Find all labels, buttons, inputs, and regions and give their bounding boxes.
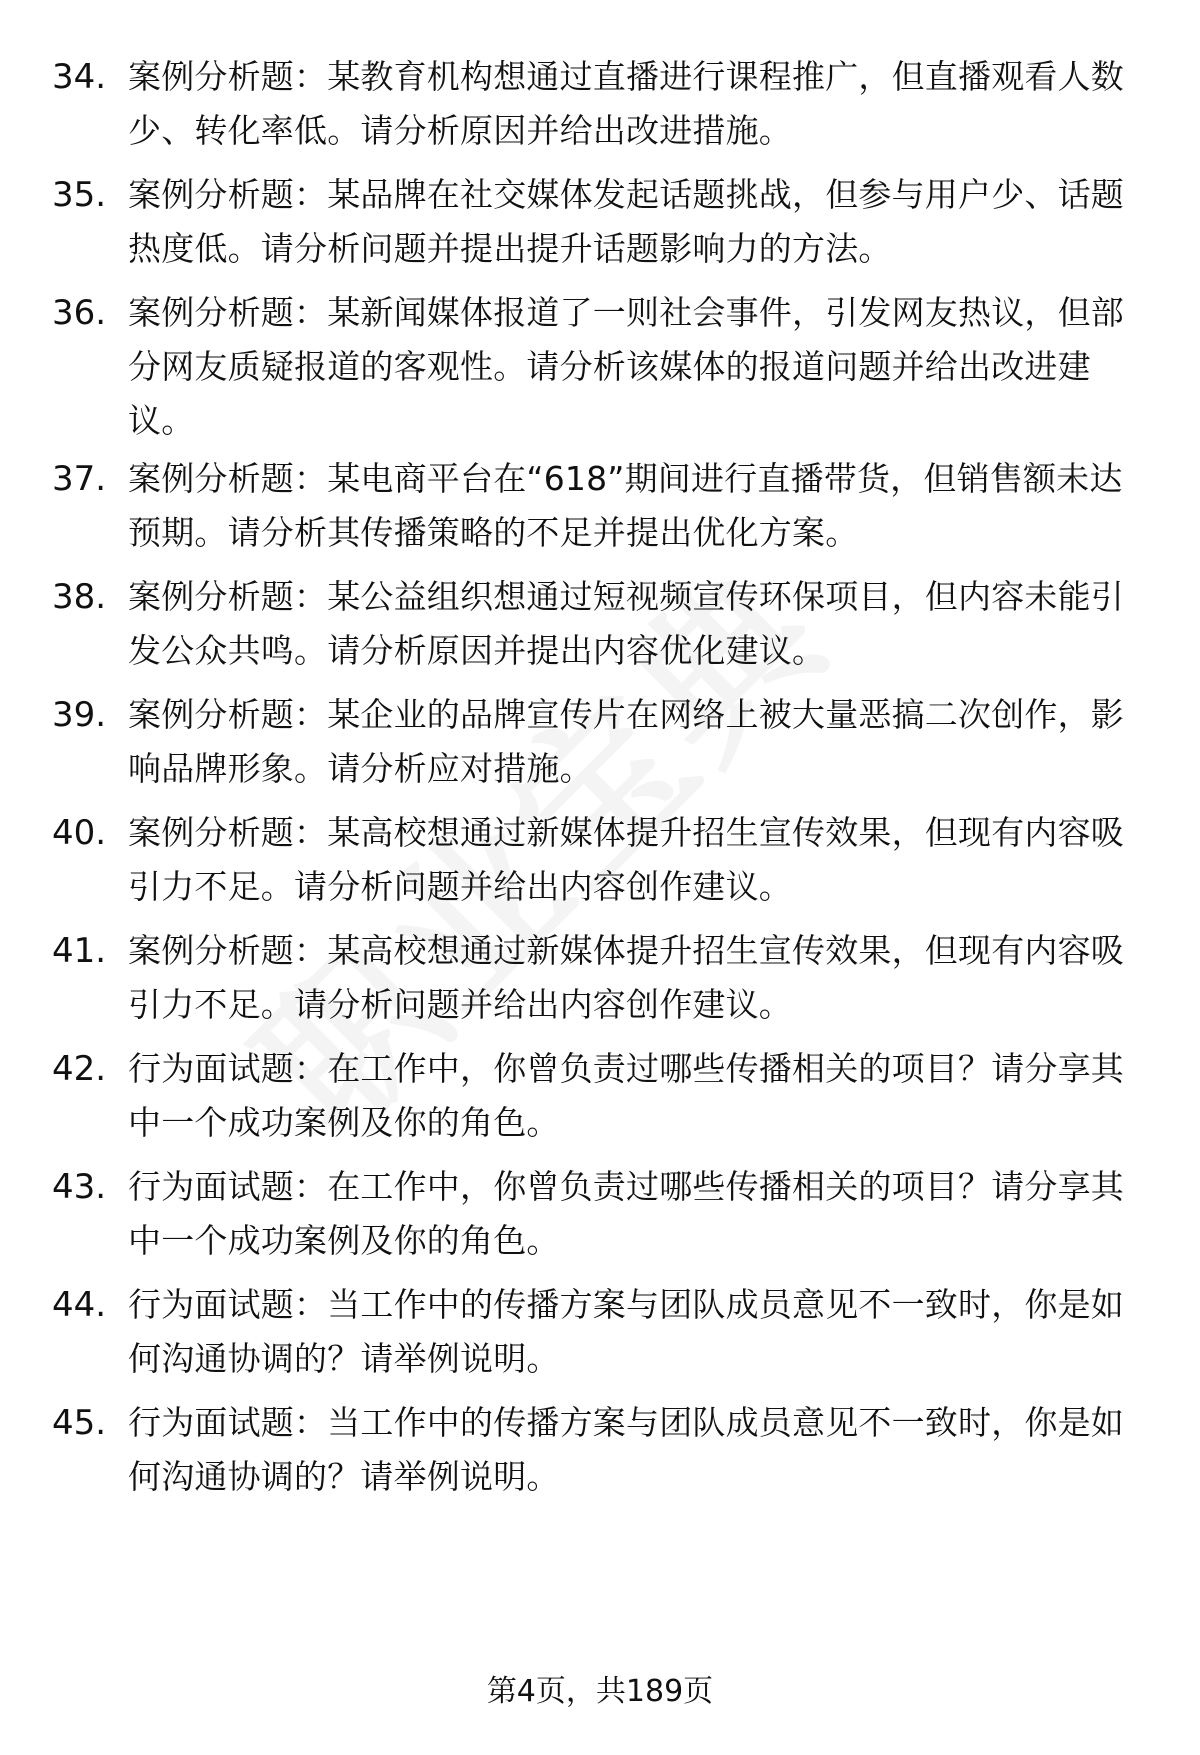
question-text: 案例分析题：某品牌在社交媒体发起话题挑战，但参与用户少、话题热度低。请分析问题并提出提升话题影响力的方法。 [128, 175, 1124, 268]
question-number: 39. [52, 695, 107, 735]
question-text: 行为面试题：在工作中，你曾负责过哪些传播相关的项目？请分享其中一个成功案例及你的角色。 [128, 1049, 1124, 1142]
question-number: 37. [52, 459, 107, 499]
question-text: 案例分析题：某新闻媒体报道了一则社会事件，引发网友热议，但部分网友质疑报道的客观性。请分析该媒体的报道问题并给出改进建议。 [128, 293, 1124, 440]
question-number: 44. [52, 1285, 107, 1325]
question-text: 行为面试题：当工作中的传播方案与团队成员意见不一致时，你是如何沟通协调的？请举例说明。 [128, 1285, 1124, 1378]
question-text: 案例分析题：某高校想通过新媒体提升招生宣传效果，但现有内容吸引力不足。请分析问题并给出内容创作建议。 [128, 931, 1124, 1024]
question-text: 案例分析题：某高校想通过新媒体提升招生宣传效果，但现有内容吸引力不足。请分析问题并给出内容创作建议。 [128, 813, 1124, 906]
question-number: 35. [52, 175, 107, 215]
question-text: 行为面试题：在工作中，你曾负责过哪些传播相关的项目？请分享其中一个成功案例及你的角色。 [128, 1167, 1124, 1260]
question-text: 案例分析题：某公益组织想通过短视频宣传环保项目，但内容未能引发公众共鸣。请分析原因并提出内容优化建议。 [128, 577, 1124, 670]
question-number: 38. [52, 577, 107, 617]
question-text: 案例分析题：某教育机构想通过直播进行课程推广，但直播观看人数少、转化率低。请分析原因并给出改进措施。 [128, 57, 1124, 150]
question-number: 42. [52, 1049, 107, 1089]
question-text: 案例分析题：某企业的品牌宣传片在网络上被大量恶搞二次创作，影响品牌形象。请分析应对措施。 [128, 695, 1124, 788]
question-number: 45. [52, 1403, 107, 1443]
question-text: 案例分析题：某电商平台在“618”期间进行直播带货，但销售额未达预期。请分析其传播策略的不足并提出优化方案。 [128, 459, 1123, 552]
question-number: 43. [52, 1167, 107, 1207]
question-number: 41. [52, 931, 107, 971]
question-number: 34. [52, 57, 107, 97]
page-footer: 第4页，共189页 [486, 1674, 714, 1709]
question-number: 36. [52, 293, 107, 333]
question-number: 40. [52, 813, 107, 853]
question-text: 行为面试题：当工作中的传播方案与团队成员意见不一致时，你是如何沟通协调的？请举例说明。 [128, 1403, 1124, 1496]
